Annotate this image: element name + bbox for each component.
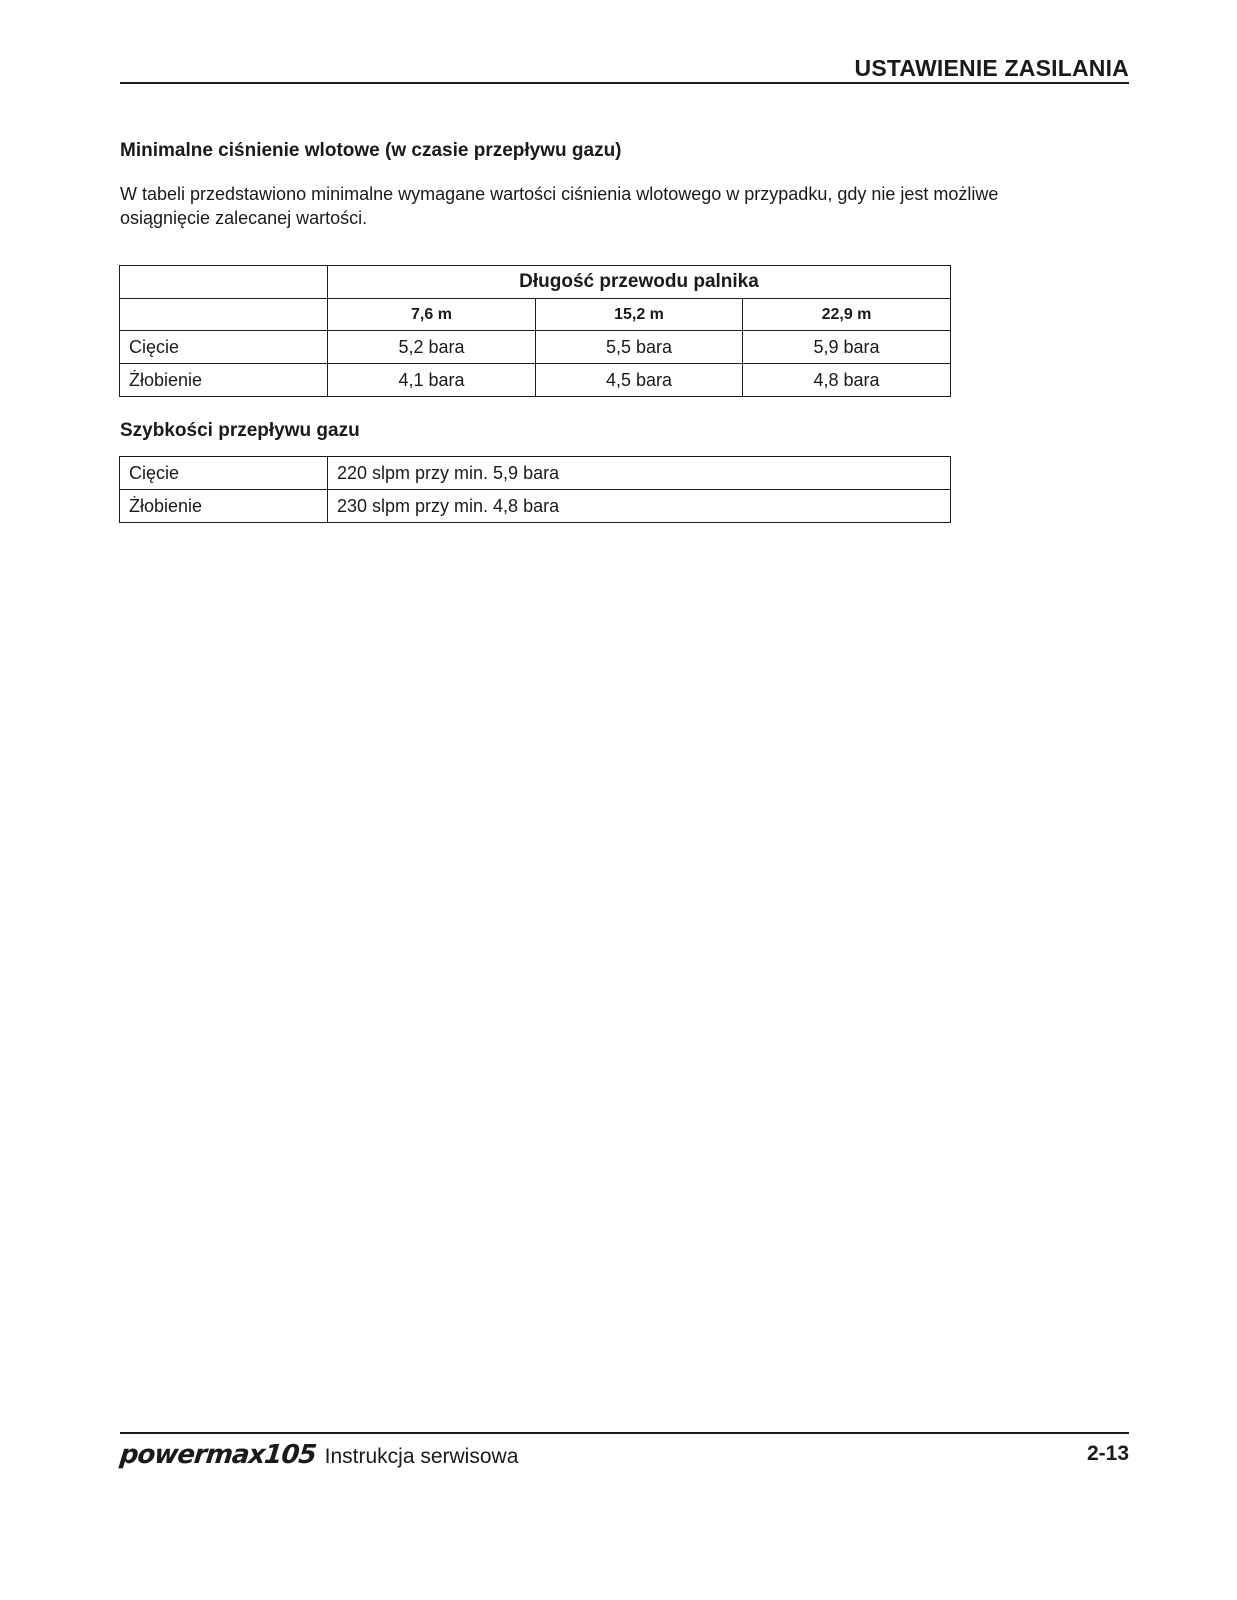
section-heading-gas-flow: Szybkości przepływu gazu [120, 420, 360, 441]
row-label: Cięcie [120, 457, 328, 490]
brand-logo: powermax105 [118, 1440, 318, 1470]
pressure-value: 5,2 bara [328, 331, 536, 364]
inlet-pressure-paragraph: W tabeli przedstawiono minimalne wymagane wartości ciśnienia wlotowego w przypadku, gdy nie jest możliwe osiągnięcie zalecanej wartości. [120, 184, 999, 228]
document-title: Instrukcja serwisowa [324, 1445, 519, 1468]
footer-divider [120, 1432, 1129, 1434]
pressure-value: 4,8 bara [743, 364, 951, 397]
page-header-title: USTAWIENIE ZASILANIA [854, 55, 1129, 81]
length-header: 22,9 m [743, 299, 951, 331]
pressure-value: 4,5 bara [536, 364, 743, 397]
length-header: 7,6 m [328, 299, 536, 331]
page-number: 2-13 [1086, 1442, 1129, 1465]
table-subheader-row [120, 299, 951, 331]
footer-title [120, 1440, 518, 1474]
gas-flow-table [119, 456, 951, 523]
flow-value: 220 slpm przy min. 5,9 bara [328, 457, 951, 490]
flow-value: 230 slpm przy min. 4,8 bara [328, 490, 951, 523]
pressure-value: 5,5 bara [536, 331, 743, 364]
length-header: 15,2 m [536, 299, 743, 331]
table-row [120, 457, 951, 490]
header-divider [120, 82, 1129, 84]
inlet-pressure-table [119, 265, 951, 397]
table-row [120, 331, 951, 364]
table-row [120, 364, 951, 397]
row-label: Żłobienie [120, 364, 328, 397]
row-label: Cięcie [120, 331, 328, 364]
table-corner-cell [120, 266, 328, 299]
table-row [120, 490, 951, 523]
table-corner-cell [120, 299, 328, 331]
pressure-value: 5,9 bara [743, 331, 951, 364]
torch-lead-length-header: Długość przewodu palnika [328, 266, 951, 299]
table-header-row [120, 266, 951, 299]
pressure-value: 4,1 bara [328, 364, 536, 397]
row-label: Żłobienie [120, 490, 328, 523]
section-heading-inlet-pressure: Minimalne ciśnienie wlotowe (w czasie przepływu gazu) [120, 140, 622, 161]
